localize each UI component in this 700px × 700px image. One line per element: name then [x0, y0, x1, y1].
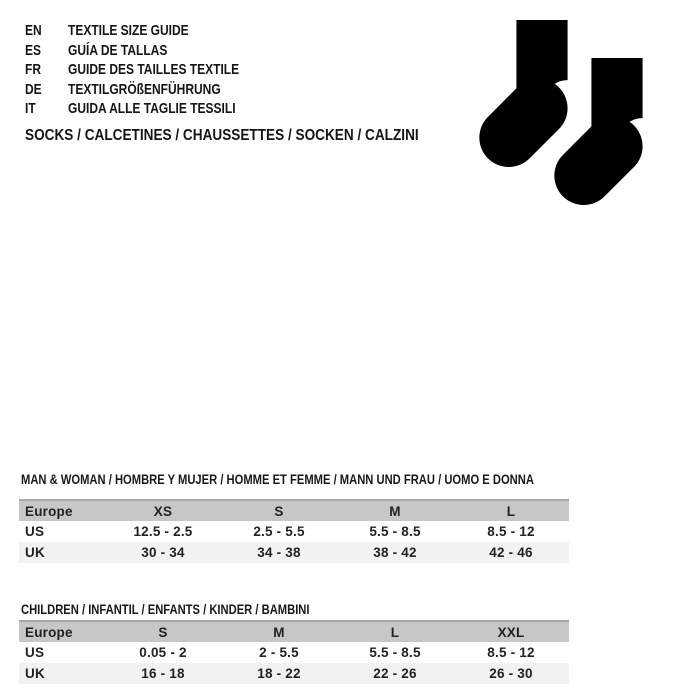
column-header-size: XS: [153, 503, 173, 519]
language-code: EN: [25, 22, 42, 40]
table-row-uk: [19, 542, 569, 563]
column-header-size: M: [389, 503, 401, 519]
row-label: US: [25, 524, 45, 539]
table-title-children: [21, 602, 382, 616]
language-row-es: [25, 41, 282, 61]
language-code: IT: [25, 100, 36, 118]
column-header-size: M: [273, 624, 285, 640]
language-label: GUIDE DES TAILLES TEXTILE: [68, 61, 240, 79]
size-cell: 5.5 - 8.5: [369, 645, 421, 660]
language-label: GUÍA DE TALLAS: [68, 41, 168, 59]
size-cell: 8.5 - 12: [487, 645, 535, 660]
language-label: TEXTILE SIZE GUIDE: [68, 22, 189, 40]
column-header-size: L: [390, 624, 400, 640]
size-cell: 5.5 - 8.5: [369, 524, 421, 539]
size-cell: 12.5 - 2.5: [133, 524, 193, 539]
column-header-size: L: [506, 503, 516, 519]
size-cell: 38 - 42: [373, 545, 417, 560]
language-code: FR: [25, 61, 41, 79]
column-header-region: Europe: [25, 503, 73, 519]
size-cell: 8.5 - 12: [487, 524, 535, 539]
language-row-fr: [25, 60, 282, 80]
language-row-it: [25, 99, 282, 119]
size-cell: 34 - 38: [257, 545, 301, 560]
language-list: [25, 21, 282, 119]
column-header-size: S: [158, 624, 168, 640]
size-cell: 26 - 30: [489, 666, 533, 681]
row-label: UK: [25, 545, 45, 560]
size-cell: 2 - 5.5: [259, 645, 299, 660]
size-cell: 16 - 18: [141, 666, 185, 681]
column-header-size: XXL: [497, 624, 525, 640]
size-cell: 0.05 - 2: [139, 645, 187, 660]
size-cell: 42 - 46: [489, 545, 533, 560]
row-label: US: [25, 645, 45, 660]
language-label: GUIDA ALLE TAGLIE TESSILI: [68, 100, 236, 118]
size-cell: 18 - 22: [257, 666, 301, 681]
sock-icon: [553, 58, 681, 214]
language-code: DE: [25, 80, 42, 98]
column-header-region: Europe: [25, 624, 73, 640]
table-row-us: [19, 642, 569, 663]
table-row-uk: [19, 663, 569, 684]
language-row-de: [25, 80, 282, 100]
category-heading-text: SOCKS / CALCETINES / CHAUSSETTES / SOCKEN / CALZINI: [25, 127, 419, 144]
language-row-en: [25, 21, 282, 41]
row-label: UK: [25, 666, 45, 681]
table-title-text: CHILDREN / INFANTIL / ENFANTS / KINDER / BAMBINI: [21, 601, 310, 617]
language-label: TEXTILGRÖßENFÜHRUNG: [68, 80, 221, 98]
size-table-children: [19, 620, 569, 684]
language-code: ES: [25, 41, 42, 59]
table-title-text: MAN & WOMAN / HOMBRE Y MUJER / HOMME ET FEMME / MANN UND FRAU / UOMO E DONNA: [21, 471, 534, 487]
table-row-us: [19, 521, 569, 542]
column-header-size: S: [274, 503, 284, 519]
table-title-man-woman: [21, 472, 662, 486]
table-header-row: [19, 621, 569, 642]
table-header-row: [19, 500, 569, 521]
size-cell: 2.5 - 5.5: [253, 524, 305, 539]
sock-icon: [478, 20, 606, 176]
size-cell: 22 - 26: [373, 666, 417, 681]
size-cell: 30 - 34: [141, 545, 185, 560]
size-table-man-woman: [19, 499, 569, 563]
category-heading: [25, 127, 488, 144]
